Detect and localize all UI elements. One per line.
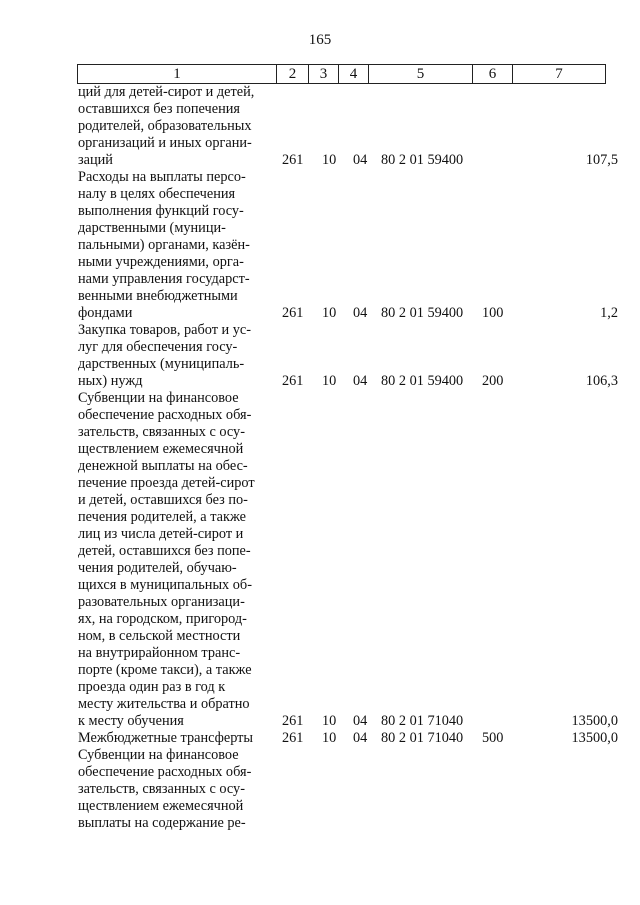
cell-col2: 261 [282, 713, 304, 729]
column-header-1: 1 [78, 65, 277, 83]
row-description: Расходы на выплаты персо- налу в целях обеспечения выполнения функций госу- дарственными (муници- пальными) органами, казён- ными учреждениями, орга- нами управления государст- венными внебюджетными фондами [78, 169, 250, 321]
table-row [78, 730, 618, 747]
cell-col3: 10 [322, 373, 337, 389]
column-header-3: 3 [309, 65, 339, 83]
cell-col4: 04 [353, 373, 368, 389]
row-description: Закупка товаров, работ и ус- луг для обеспечения госу- дарственных (муниципаль- ных) нужд [78, 322, 252, 389]
row-description: ций для детей-сирот и детей, оставшихся без попечения родителей, образовательных организаций и иных органи- заций [78, 84, 255, 168]
cell-col5: 80 2 01 59400 [381, 373, 464, 389]
cell-col5: 80 2 01 59400 [381, 305, 464, 321]
cell-col2: 261 [282, 152, 304, 168]
table-row [78, 84, 618, 169]
cell-col3: 10 [322, 713, 337, 729]
row-description: Субвенции на финансовое обеспечение расходных обя- зательств, связанных с осу- ществлением ежемесячной денежной выплаты на обес- печение проезда детей-сирот и детей, оставшихся без по- печения родителей, а также лиц из числа детей-сирот и детей, оставшихся без попе- чения родителей, обучаю- щихся в муниципальных об- разовательных организаци- ях, на городском, пригород- ном, в сельской местности на внутрирайонном транс- порте (кроме такси), а также проезда один раз в год к месту жительства и обратно к месту обучения [78, 390, 255, 729]
row-description: Межбюджетные трансферты [78, 730, 254, 746]
cell-col2: 261 [282, 373, 304, 389]
table-row [78, 747, 618, 832]
column-header-2: 2 [277, 65, 309, 83]
table-row [78, 322, 618, 390]
column-header-7: 7 [555, 66, 563, 82]
cell-col5: 80 2 01 71040 [381, 730, 464, 746]
cell-col7: 13500,0 [571, 713, 618, 729]
cell-col5: 80 2 01 71040 [381, 713, 464, 729]
cell-col3: 10 [322, 305, 337, 321]
column-header-4: 4 [339, 65, 369, 83]
cell-col4: 04 [353, 305, 368, 321]
cell-col4: 04 [353, 730, 368, 746]
column-header-5: 5 [369, 65, 473, 83]
cell-col3: 10 [322, 730, 337, 746]
table-header-row [77, 64, 606, 84]
cell-col5: 80 2 01 59400 [381, 152, 464, 168]
cell-col6: 100 [482, 305, 504, 321]
cell-col4: 04 [353, 713, 368, 729]
cell-col2: 261 [282, 305, 304, 321]
table-row [78, 390, 618, 730]
row-description: Субвенции на финансовое обеспечение расходных обя- зательств, связанных с осу- ществлением ежемесячной выплаты на содержание ре- [78, 747, 252, 831]
page-number: 165 [308, 32, 332, 48]
cell-col4: 04 [353, 152, 368, 168]
column-header-6: 6 [473, 65, 513, 83]
cell-col7: 107,5 [585, 152, 618, 168]
cell-col7: 1,2 [600, 305, 618, 321]
table-row [78, 169, 618, 322]
cell-col6: 200 [482, 373, 504, 389]
cell-col2: 261 [282, 730, 304, 746]
cell-col6: 500 [482, 730, 504, 746]
cell-col3: 10 [322, 152, 337, 168]
cell-col7: 13500,0 [571, 730, 618, 746]
cell-col7: 106,3 [585, 373, 618, 389]
